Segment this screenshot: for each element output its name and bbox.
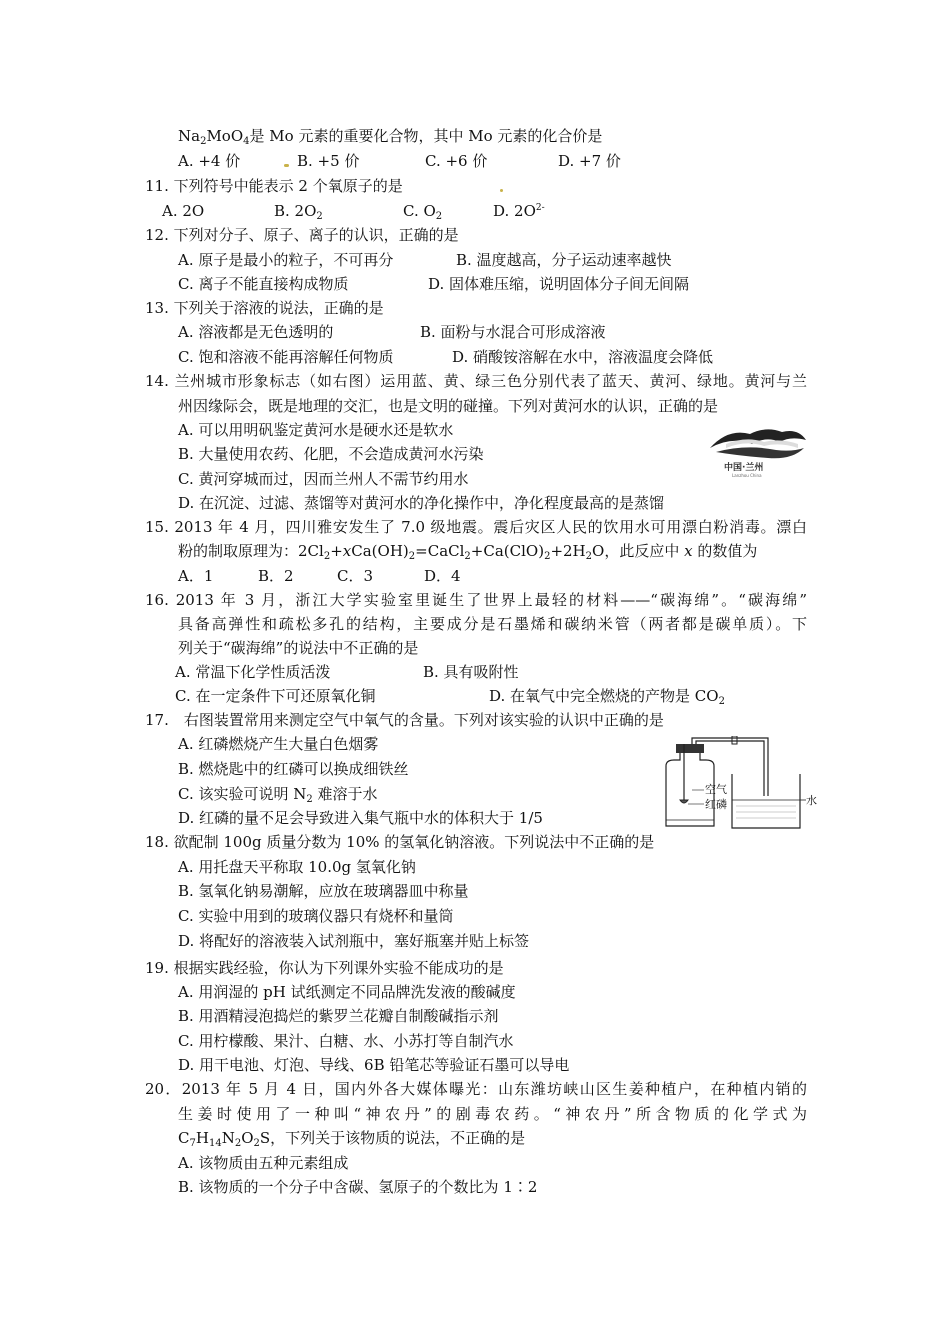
lanzhou-logo-image — [706, 422, 810, 478]
q13-option-d[interactable]: D. 硝酸铵溶解在水中，溶液温度会降低 — [452, 348, 714, 366]
formula-part: +2H — [550, 542, 586, 560]
q10-sub2: 4 — [243, 136, 250, 147]
q11-option-a[interactable]: A. 2O — [162, 202, 205, 220]
q10-option-d[interactable]: D. +7 价 — [558, 152, 621, 170]
q18-stem: 18. 欲配制 100g 质量分数为 10% 的氢氧化钠溶液。下列说法中不正确的是 — [145, 833, 655, 851]
formula-part: H — [195, 1129, 209, 1147]
q15-option-b[interactable]: B．2 — [258, 567, 294, 585]
q15-var: x — [684, 542, 693, 560]
q14-option-b[interactable]: B. 大量使用农药、化肥，不会造成黄河水污染 — [178, 445, 484, 463]
logo-text: 中国·兰州 — [724, 463, 764, 473]
q14-option-d[interactable]: D. 在沉淀、过滤、蒸馏等对黄河水的净化操作中，净化程度最高的是蒸馏 — [178, 494, 665, 512]
stray-mark — [500, 189, 503, 192]
q11-b-text: B. 2O — [274, 202, 317, 220]
q16-d-text: D. 在氧气中完全燃烧的产物是 CO — [489, 687, 719, 705]
formula-sub: 2 — [323, 551, 331, 562]
q15-stem-line2 — [178, 541, 757, 561]
q11-option-c[interactable] — [403, 201, 442, 221]
q12-option-c[interactable]: C. 离子不能直接构成物质 — [178, 275, 349, 293]
logo-subtext: Lanzhou China — [732, 473, 762, 478]
q10-option-b[interactable]: B. +5 价 — [297, 152, 360, 170]
q12-option-b[interactable]: B. 温度越高，分子运动速率越快 — [456, 251, 672, 269]
q15-stem-text: ，此反应中 — [604, 542, 685, 560]
q10-option-a[interactable]: A. +4 价 — [178, 152, 241, 170]
formula-sub: 2 — [234, 1138, 242, 1149]
q17-c-sub: 2 — [306, 794, 313, 805]
stray-mark — [284, 164, 289, 167]
q16-option-d[interactable] — [489, 686, 725, 706]
q15-option-d[interactable]: D．4 — [424, 567, 461, 585]
q17-option-c[interactable] — [178, 784, 378, 804]
q19-option-d[interactable]: D. 用干电池、灯泡、导线、6B 铅笔芯等验证石墨可以导电 — [178, 1056, 570, 1074]
q10-stem-moo: MoO — [206, 127, 244, 145]
formula-var: x — [342, 542, 352, 560]
q13-stem: 13. 下列关于溶液的说法，正确的是 — [145, 299, 384, 317]
q18-option-d[interactable]: D. 将配好的溶液装入试剂瓶中，塞好瓶塞并贴上标签 — [178, 932, 530, 950]
formula-part: Ca(OH) — [351, 542, 409, 560]
label-red-phosphorus: 红磷 — [705, 798, 727, 811]
formula-sub: 2 — [585, 551, 593, 562]
q10-sub1: 2 — [200, 136, 207, 147]
q16-stem-line1: 16. 2013 年 3 月，浙江大学实验室里诞生了世界上最轻的材料——“碳海绵”。“碳海绵” — [145, 591, 807, 609]
q15-stem-text: 粉的制取原理为： — [178, 542, 299, 560]
q16-option-a[interactable]: A. 常温下化学性质活泼 — [175, 663, 331, 681]
q17-c-text: C. 该实验可说明 N — [178, 785, 307, 803]
q15-stem-line1: 15. 2013 年 4 月，四川雅安发生了 7.0 级地震。震后灾区人民的饮用水可用漂白粉消毒。漂白 — [145, 518, 807, 536]
q15-option-a[interactable]: A．1 — [178, 567, 214, 585]
q12-stem: 12. 下列对分子、原子、离子的认识，正确的是 — [145, 226, 459, 244]
q17-stem: 17. 右图装置常用来测定空气中氧气的含量。下列对该实验的认识中正确的是 — [145, 711, 664, 729]
q16-d-sub: 2 — [718, 696, 725, 707]
q17-c-text-post: 难溶于水 — [312, 785, 378, 803]
q20-stem-line1: 20．2013 年 5 月 4 日，国内外各大媒体曝光：山东潍坊峡山区生姜种植户，在种植内销的 — [145, 1080, 807, 1098]
q18-option-b[interactable]: B. 氢氧化钠易潮解，应放在玻璃器皿中称量 — [178, 882, 469, 900]
q20-stem-text: ，下列关于该物质的说法，不正确的是 — [270, 1129, 526, 1147]
formula-sub: 2 — [464, 551, 471, 562]
q18-option-c[interactable]: C. 实验中用到的玻璃仪器只有烧杯和量筒 — [178, 907, 454, 925]
q13-option-c[interactable]: C. 饱和溶液不能再溶解任何物质 — [178, 348, 394, 366]
q16-option-b[interactable]: B. 具有吸附性 — [423, 663, 519, 681]
q19-option-c[interactable]: C. 用柠檬酸、果汁、白糖、水、小苏打等自制汽水 — [178, 1032, 514, 1050]
formula-part: S — [259, 1129, 271, 1147]
formula-part: C — [178, 1129, 190, 1147]
q11-stem: 11. 下列符号中能表示 2 个氧原子的是 — [145, 177, 403, 195]
formula-sub: 7 — [189, 1138, 196, 1149]
q17-option-d[interactable]: D. 红磷的量不足会导致进入集气瓶中水的体积大于 1/5 — [178, 809, 543, 827]
q11-option-b[interactable] — [274, 201, 323, 221]
q16-stem-line2: 具备高弹性和疏松多孔的结构，主要成分是石墨烯和碳纳米管（两者都是碳单质）。下 — [178, 615, 807, 633]
q11-b-sub: 2 — [316, 211, 323, 222]
q18-option-a[interactable]: A. 用托盘天平称取 10.0g 氢氧化钠 — [178, 858, 416, 876]
formula-part: =CaCl — [415, 542, 465, 560]
q20-stem-line2: 生姜时使用了一种叫“神农丹”的剧毒农药。“神农丹”所含物质的化学式为 — [178, 1105, 807, 1123]
q14-option-c[interactable]: C. 黄河穿城而过，因而兰州人不需节约用水 — [178, 470, 469, 488]
q14-option-a[interactable]: A. 可以用明矾鉴定黄河水是硬水还是软水 — [178, 421, 454, 439]
q17-option-b[interactable]: B. 燃烧匙中的红磷可以换成细铁丝 — [178, 760, 409, 778]
formula-part: O — [592, 542, 605, 560]
q11-d-text: D. 2O — [493, 202, 536, 220]
q11-c-text: C. O — [403, 202, 436, 220]
q10-stem-text: 是 Mo 元素的重要化合物，其中 Mo 元素的化合价是 — [249, 127, 603, 145]
q20-stem-line3 — [178, 1128, 525, 1148]
oxygen-apparatus-diagram — [662, 736, 818, 832]
formula-sub: 2 — [408, 551, 416, 562]
q20-option-b[interactable]: B. 该物质的一个分子中含碳、氢原子的个数比为 1∶2 — [178, 1178, 538, 1196]
q19-stem: 19. 根据实践经验，你认为下列课外实验不能成功的是 — [145, 959, 504, 977]
q12-option-a[interactable]: A. 原子是最小的粒子，不可再分 — [178, 251, 394, 269]
q19-option-b[interactable]: B. 用酒精浸泡捣烂的紫罗兰花瓣自制酸碱指示剂 — [178, 1007, 499, 1025]
formula-sub: 2 — [544, 551, 551, 562]
q10-stem — [178, 126, 602, 146]
q10-option-c[interactable]: C. +6 价 — [425, 152, 488, 170]
formula-part: 2Cl — [298, 542, 324, 560]
q10-stem-na: Na — [178, 127, 201, 145]
q11-c-sub: 2 — [435, 211, 443, 222]
label-air: 空气 — [705, 783, 727, 796]
q16-option-c[interactable]: C. 在一定条件下可还原氧化铜 — [175, 687, 376, 705]
formula-part: N — [221, 1129, 235, 1147]
q14-stem-line2: 州因缘际会，既是地理的交汇，也是文明的碰撞。下列对黄河水的认识，正确的是 — [178, 397, 719, 415]
formula-part: O — [241, 1129, 254, 1147]
formula-part: +Ca(ClO) — [470, 542, 545, 560]
q15-option-c[interactable]: C．3 — [337, 567, 374, 585]
label-water: 水 — [806, 794, 817, 807]
formula-part: + — [330, 542, 343, 560]
q11-d-sup: 2- — [535, 203, 545, 213]
q12-option-d[interactable]: D. 固体难压缩，说明固体分子间无间隔 — [428, 275, 690, 293]
q13-option-b[interactable]: B. 面粉与水混合可形成溶液 — [420, 323, 606, 341]
q20-option-a[interactable]: A. 该物质由五种元素组成 — [178, 1154, 349, 1172]
q13-option-a[interactable]: A. 溶液都是无色透明的 — [178, 323, 334, 341]
formula-sub: 2 — [253, 1138, 260, 1149]
q19-option-a[interactable]: A. 用润湿的 pH 试纸测定不同品牌洗发液的酸碱度 — [178, 983, 516, 1001]
q16-stem-line3: 列关于“碳海绵”的说法中不正确的是 — [178, 639, 419, 657]
q15-stem-text: 的数值为 — [692, 542, 758, 560]
q11-option-d[interactable] — [493, 201, 545, 221]
q14-stem-line1: 14. 兰州城市形象标志（如右图）运用蓝、黄、绿三色分别代表了蓝天、黄河、绿地。黄河与兰 — [145, 372, 807, 390]
formula-sub: 14 — [208, 1138, 222, 1149]
q17-option-a[interactable]: A. 红磷燃烧产生大量白色烟雾 — [178, 735, 379, 753]
